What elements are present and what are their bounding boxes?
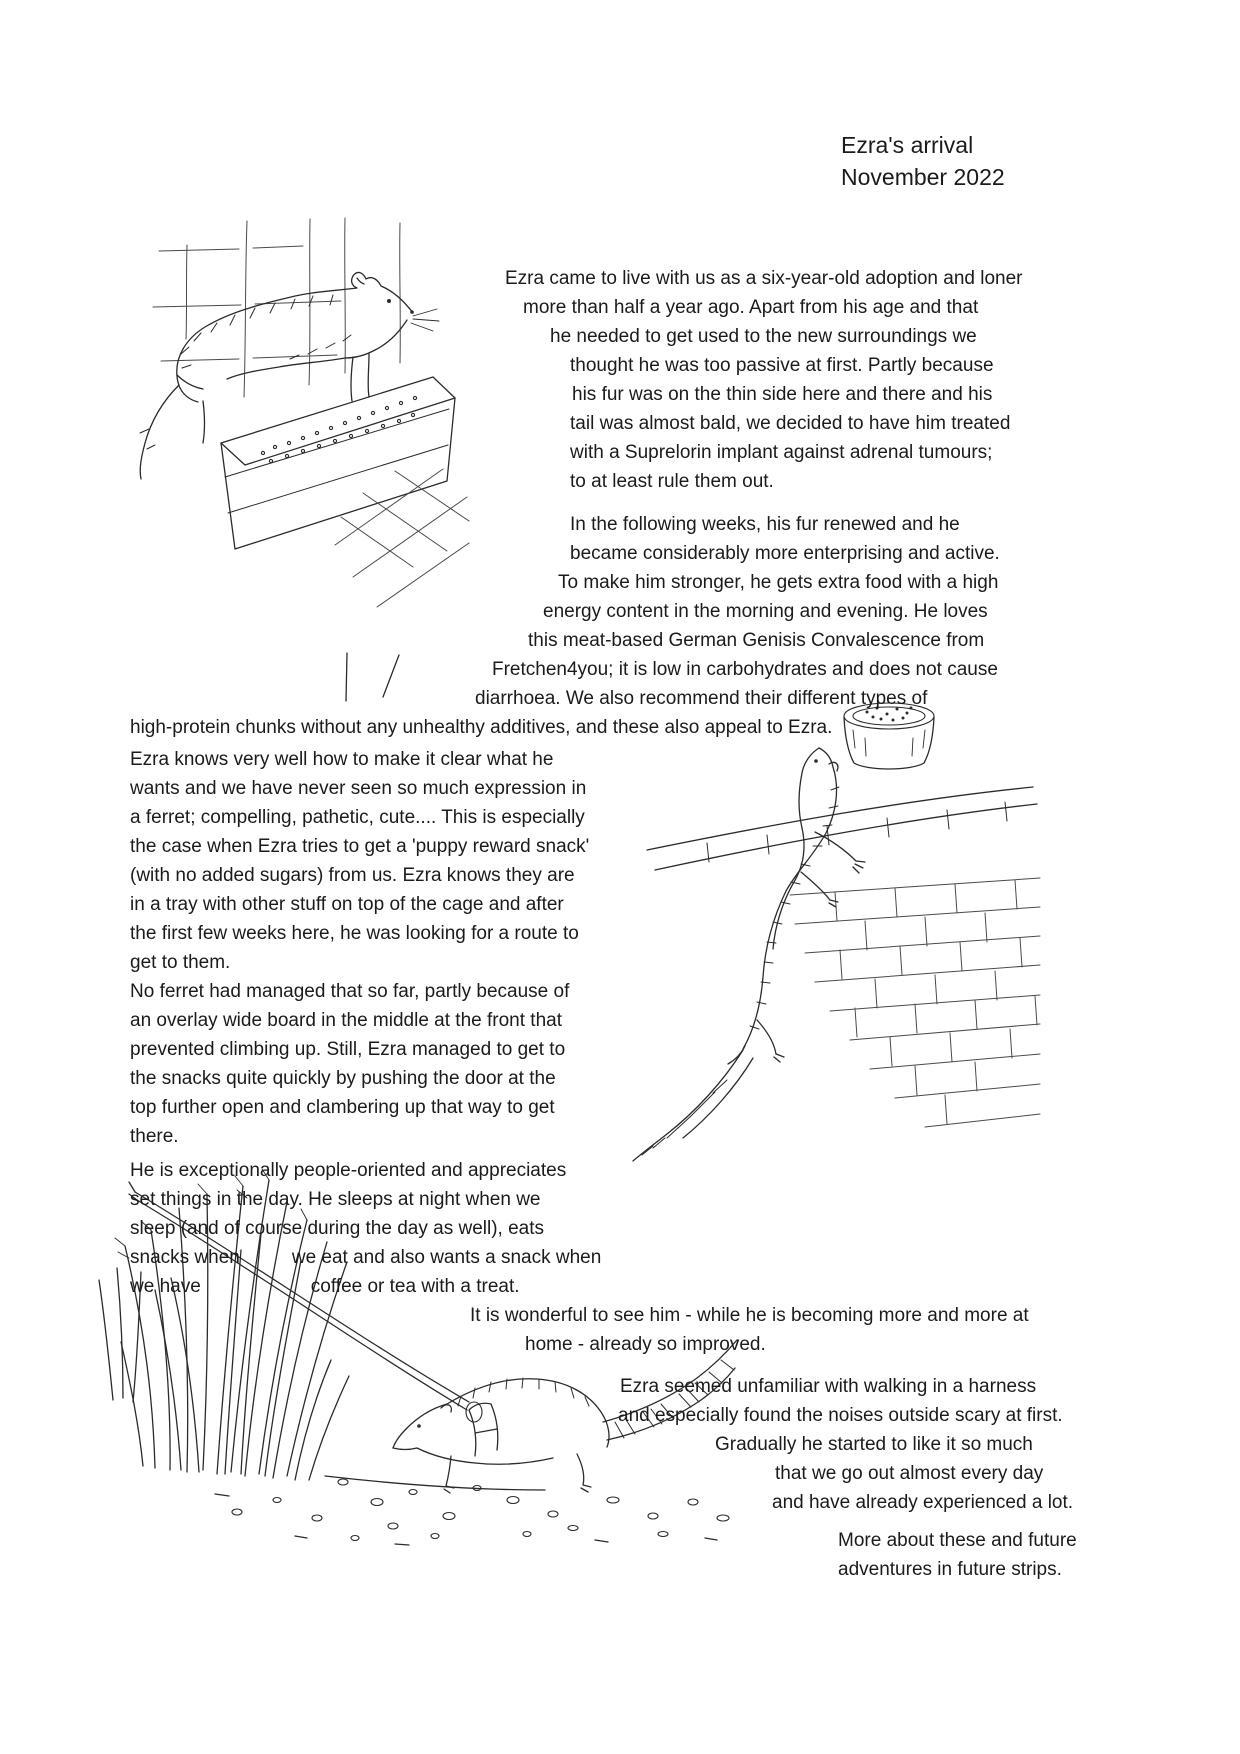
text-line: It is wonderful to see him - while he is becoming more and more at [470, 1305, 1029, 1326]
text-line: to at least rule them out. [570, 471, 774, 492]
back-fur [750, 787, 839, 1029]
text-line: became considerably more enterprising and active. [570, 543, 1000, 564]
harness-straps [469, 1403, 498, 1456]
page-title: Ezra's arrival [841, 132, 974, 158]
text-line: (with no added sugars) from us. Ezra knows they are [130, 865, 575, 886]
tile-grid-wall [153, 218, 400, 397]
page-date: November 2022 [841, 164, 1005, 190]
floor-tiles [335, 469, 469, 607]
brick-wall [790, 878, 1040, 1127]
back-fur [458, 1378, 589, 1406]
text-line: set things in the day. He sleeps at night when we [130, 1189, 541, 1210]
text-line: Ezra came to live with us as a six-year-old adoption and loner [505, 268, 1023, 289]
ferret-planter-illustration [95, 215, 470, 705]
text-segment: coffee or tea with a treat. [310, 1276, 520, 1297]
text-line: there. [130, 1126, 179, 1147]
text-line: energy content in the morning and evening. He loves [543, 601, 988, 622]
text-line: that we go out almost every day [775, 1463, 1044, 1484]
planter-box [221, 377, 455, 549]
text-segment: we eat and also wants a snack when [291, 1247, 602, 1268]
ferret-brick-wall-illustration [595, 690, 1045, 1175]
ferret-figure [140, 272, 439, 479]
text-line: a ferret; compelling, pathetic, cute.... This is especially [130, 807, 585, 828]
text-line: diarrhoea. We also recommend their different types of [475, 688, 928, 709]
text-gap [201, 1291, 311, 1292]
text-line [130, 1276, 520, 1298]
text-line: this meat-based German Genisis Convalescence from [528, 630, 985, 651]
text-line: He is exceptionally people-oriented and appreciates [130, 1160, 567, 1181]
text-line: home - already so improved. [525, 1334, 766, 1355]
text-line: More about these and future [838, 1530, 1077, 1551]
ferret-climbing [633, 748, 865, 1161]
text-line: top further open and clambering up that way to get [130, 1097, 555, 1118]
text-line: wants and we have never seen so much expression in [130, 778, 587, 799]
text-line: with a Suprelorin implant against adrenal tumours; [570, 442, 993, 463]
text-line: adventures in future strips. [838, 1559, 1062, 1580]
text-line: the snacks quite quickly by pushing the door at the [130, 1068, 556, 1089]
text-gap [240, 1262, 292, 1263]
text-line: high-protein chunks without any unhealthy additives, and these also appeal to Ezra. [130, 717, 833, 738]
ground-pebbles [215, 1476, 729, 1545]
text-line: No ferret had managed that so far, partly because of [130, 981, 570, 1002]
text-line: Ezra knows very well how to make it clear what he [130, 749, 554, 770]
text-line: prevented climbing up. Still, Ezra managed to get to [130, 1039, 566, 1060]
text-line: more than half a year ago. Apart from his age and that [523, 297, 979, 318]
text-segment: snacks when [130, 1247, 240, 1268]
text-line: he needed to get used to the new surroundings we [550, 326, 977, 347]
text-line [130, 1247, 601, 1269]
text-line: Ezra seemed unfamiliar with walking in a harness [620, 1376, 1037, 1397]
text-line: in a tray with other stuff on top of the cage and after [130, 894, 564, 915]
grass-tuft [99, 1169, 349, 1480]
text-line: and have already experienced a lot. [772, 1492, 1074, 1513]
text-line: and especially found the noises outside scary at first. [618, 1405, 1063, 1426]
stray-strokes [346, 653, 399, 701]
text-line: get to them. [130, 952, 231, 973]
text-line: To make him stronger, he gets extra food with a high [558, 572, 999, 593]
text-line: thought he was too passive at first. Partly because [570, 355, 994, 376]
text-line: tail was almost bald, we decided to have him treated [570, 413, 1011, 434]
text-line: the case when Ezra tries to get a 'puppy reward snack' [130, 836, 590, 857]
text-line: his fur was on the thin side here and there and his [572, 384, 993, 405]
text-line: Fretchen4you; it is low in carbohydrates and does not cause [492, 659, 998, 680]
wall-ledge [647, 787, 1037, 870]
text-line: sleep (and of course during the day as well), eats [130, 1218, 545, 1239]
text-line: the first few weeks here, he was looking for a route to [130, 923, 579, 944]
text-line: In the following weeks, his fur renewed and he [570, 514, 960, 535]
treat-tub [844, 703, 934, 769]
text-line: an overlay wide board in the middle at the front that [130, 1010, 562, 1031]
text-line: Gradually he started to like it so much [715, 1434, 1033, 1455]
text-segment: we have [130, 1276, 201, 1297]
